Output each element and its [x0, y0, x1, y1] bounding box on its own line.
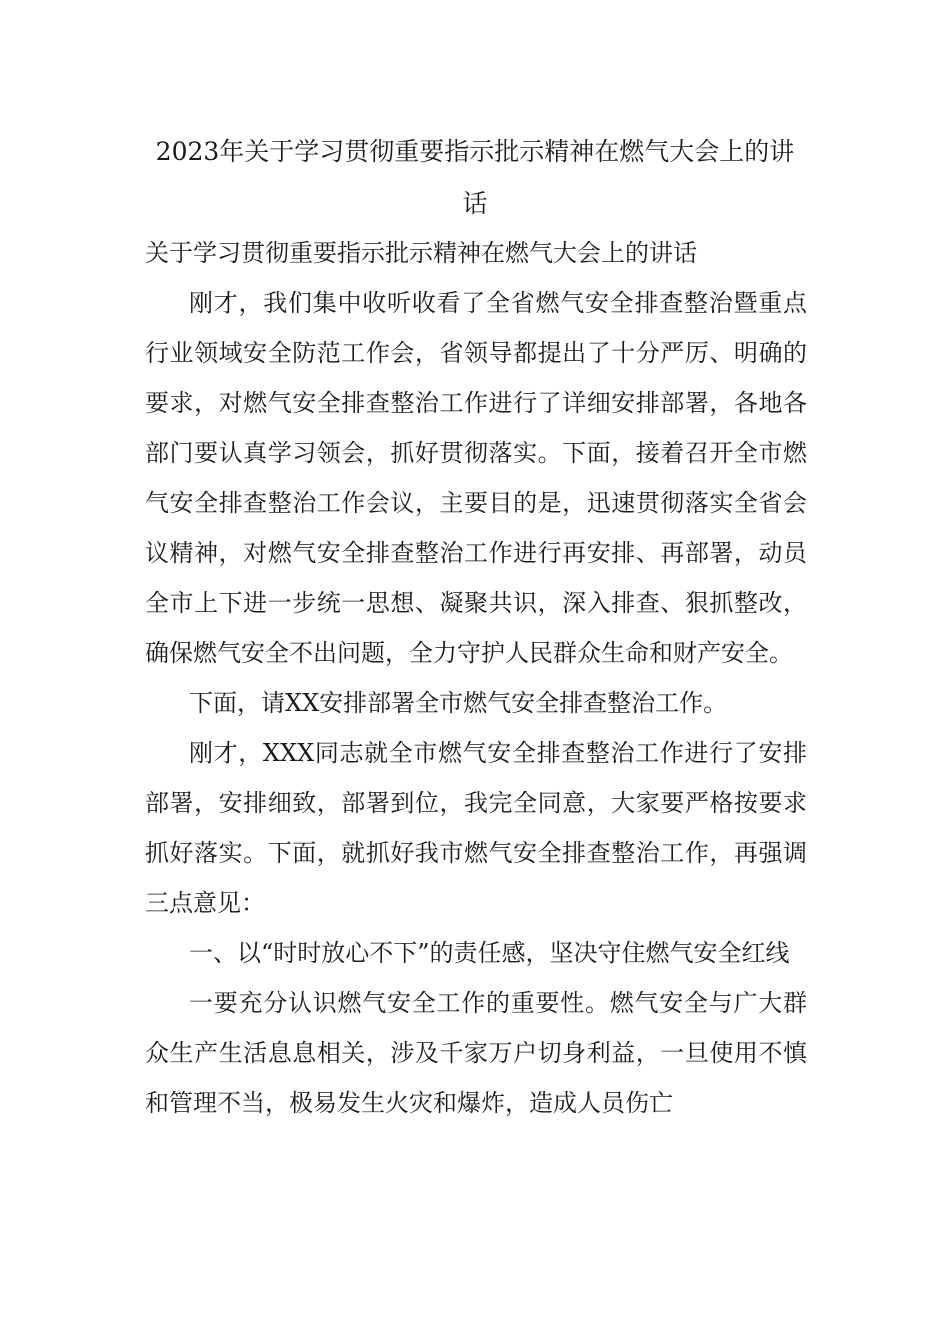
body-paragraph-1: 刚才，我们集中收听收看了全省燃气安全排查整治暨重点行业领域安全防范工作会，省领导都提出了十分严厉、明确的要求，对燃气安全排查整治工作进行了详细安排部署，各地各部门要认真学习领会，抓好贯彻落实。下面，接着召开全市燃气安全排查整治工作会议，主要目的是，迅速贯彻落实全省会议精神，对燃气安全排查整治工作进行再安排、再部署，动员全市上下进一步统一思想、凝聚共识，深入排查、狠抓整改，确保燃气安全不出问题，全力守护人民群众生命和财产安全。: [145, 289, 807, 667]
body-paragraph-2: 下面，请XX安排部署全市燃气安全排查整治工作。: [189, 689, 728, 717]
document-title: [100, 126, 850, 230]
document-body: [145, 228, 807, 1128]
body-paragraph-3: 刚才，XXX同志就全市燃气安全排查整治工作进行了安排部署，安排细致，部署到位，我完全同意，大家要严格按要求抓好落实。下面，就抓好我市燃气安全排查整治工作，再强调三点意见：: [145, 739, 807, 917]
title-line-1: 2023年关于学习贯彻重要指示批示精神在燃气大会上的讲: [155, 137, 795, 166]
subtitle-paragraph: 关于学习贯彻重要指示批示精神在燃气大会上的讲话: [145, 239, 697, 267]
title-line-2: 话: [462, 189, 488, 218]
body-paragraph-4: 一要充分认识燃气安全工作的重要性。燃气安全与广大群众生产生活息息相关，涉及千家万户切身利益，一旦使用不慎和管理不当，极易发生火灾和爆炸，造成人员伤亡: [145, 989, 807, 1117]
section-heading-1: 一、以“时时放心不下”的责任感，坚决守住燃气安全红线: [189, 939, 790, 967]
